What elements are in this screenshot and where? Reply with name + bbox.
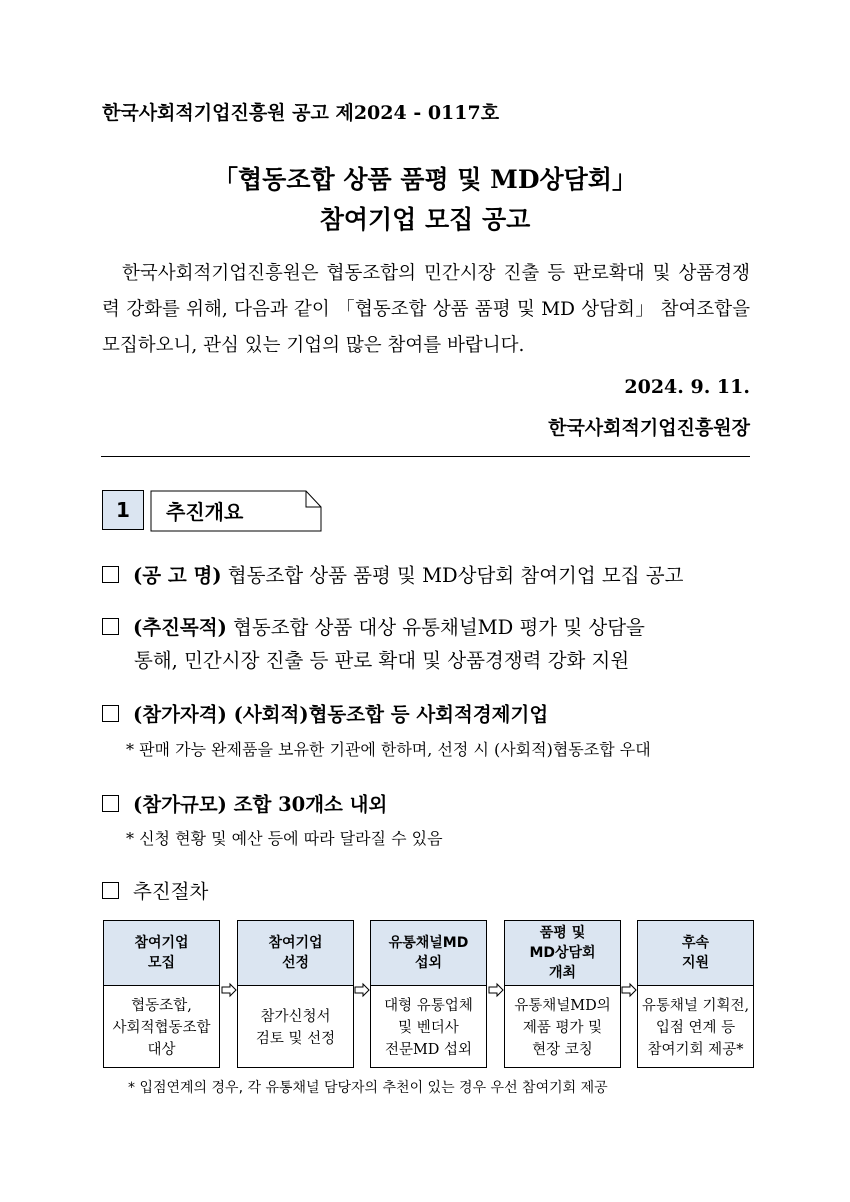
item-purpose [102,612,645,640]
item-notice-name [102,560,683,588]
item-key: (참가자격) [133,703,227,726]
right-arrow-icon [221,982,237,998]
right-arrow-icon [354,982,370,998]
step-heading: 참여기업 모집 [104,921,219,986]
item-text: 추진절차 [133,880,209,903]
divider [101,456,750,457]
checkbox-square-icon [102,566,119,583]
notice-number: 한국사회적기업진흥원 공고 제2024 - 0117호 [102,102,500,124]
item-key: (추진목적) [133,616,227,639]
process-footnote: * 입점연계의 경우, 각 유통채널 담당자의 추천이 있는 경우 우선 참여기회 제공 [128,1080,608,1096]
item-procedure [102,876,208,904]
step-heading: 품평 및 MD상담회 개최 [505,921,620,986]
item-text: (사회적)협동조합 등 사회적경제기업 [226,703,549,726]
step-description: 유통채널MD의 제품 평가 및 현장 코칭 [514,997,611,1058]
title-line1: 「협동조합 상품 품평 및 MD상담회」 [213,165,637,194]
title-line2: 참여기업 모집 공고 [319,205,531,234]
item-scale [102,789,387,817]
item-key: (참가규모) [133,793,227,816]
step-description: 참가신청서 검토 및 선정 [255,1008,336,1047]
process-step [370,920,487,1068]
checkbox-square-icon [102,705,119,722]
item-text: 조합 30개소 내외 [226,793,388,816]
checkbox-square-icon [102,618,119,635]
item-eligibility [102,699,548,727]
checkbox-square-icon [102,795,119,812]
item-key: (공 고 명) [133,564,222,587]
step-heading: 참여기업 선정 [238,921,353,986]
right-arrow-icon [621,982,637,998]
intro-paragraph: 한국사회적기업진흥원은 협동조합의 민간시장 진출 등 판로확대 및 상품경쟁력 강화를 위해, 다음과 같이 「협동조합 상품 품평 및 MD 상담회」 참여조합을 모집하오니, 관심 있는 기업의 많은 참여를 바랍니다. [102,263,750,356]
process-step [637,920,754,1068]
step-heading: 후속 지원 [638,921,753,986]
item-purpose-continuation: 통해, 민간시장 진출 등 판로 확대 및 상품경쟁력 강화 지원 [134,649,630,672]
process-step [237,920,354,1068]
item-text: 협동조합 상품 대상 유통채널MD 평가 및 상담을 [226,616,645,639]
checkbox-square-icon [102,882,119,899]
publication-date: 2024. 9. 11. [624,376,750,398]
process-step [103,920,220,1068]
issuer: 한국사회적기업진흥원장 [548,417,750,439]
scale-note: * 신청 현황 및 예산 등에 따라 달라질 수 있음 [126,829,443,848]
eligibility-note: * 판매 가능 완제품을 보유한 기관에 한하며, 선정 시 (사회적)협동조합 우대 [126,740,651,759]
step-description: 협동조합, 사회적협동조합 대상 [112,997,211,1058]
step-description: 대형 유통업체 및 벤더사 전문MD 섭외 [384,997,473,1058]
step-description: 유통채널 기획전, 입점 연계 등 참여기회 제공* [641,997,750,1058]
section-number: 1 [102,490,144,530]
item-text: 협동조합 상품 품평 및 MD상담회 참여기업 모집 공고 [221,564,684,587]
step-heading: 유통채널MD 섭외 [371,921,486,986]
section-title: 추진개요 [166,500,244,524]
right-arrow-icon [488,982,504,998]
process-step [504,920,621,1068]
